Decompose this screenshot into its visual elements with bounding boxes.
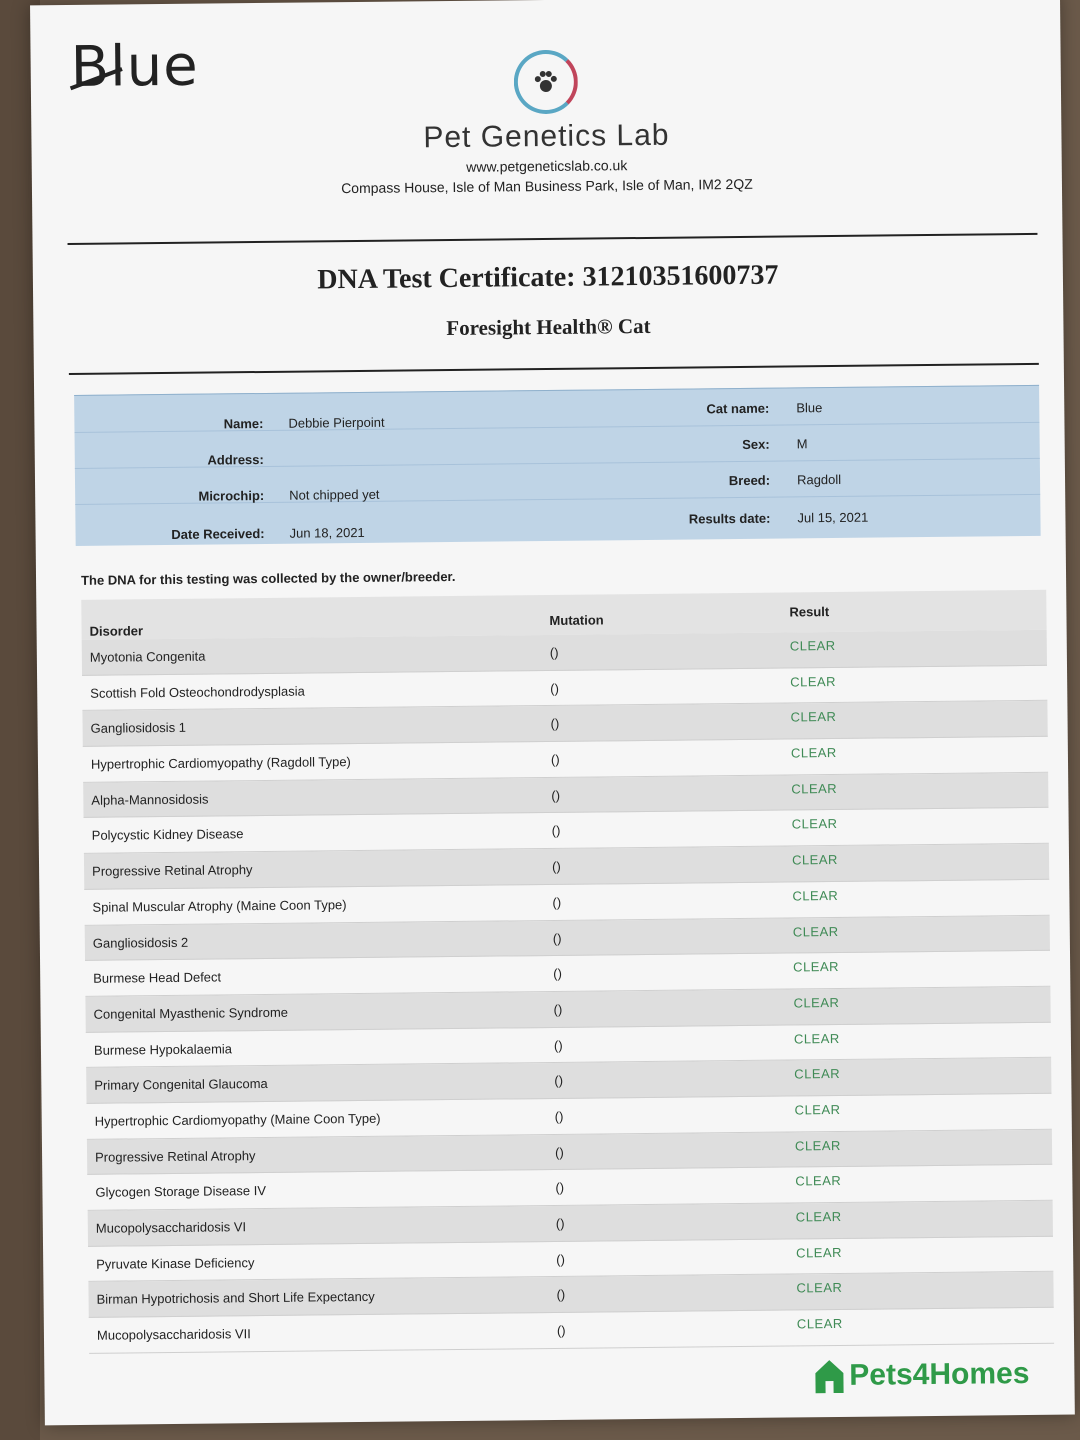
date-received: Jun 18, 2021 bbox=[289, 524, 365, 541]
result-cell: CLEAR bbox=[794, 1101, 841, 1118]
result-cell: CLEAR bbox=[796, 1244, 843, 1261]
certificate-sheet bbox=[30, 0, 1075, 1425]
disorder-cell: Pyruvate Kinase Deficiency bbox=[96, 1254, 255, 1272]
disorder-cell: Spinal Muscular Atrophy (Maine Coon Type) bbox=[92, 896, 347, 915]
disorder-cell: Burmese Head Defect bbox=[93, 969, 222, 986]
mutation-cell: () bbox=[550, 680, 559, 696]
owner-info-box bbox=[74, 385, 1041, 546]
mutation-cell: () bbox=[556, 1322, 566, 1339]
mutation-cell: () bbox=[554, 1108, 564, 1124]
handwritten-note: Blue bbox=[70, 33, 199, 100]
result-cell: CLEAR bbox=[794, 1066, 841, 1082]
mutation-cell: () bbox=[553, 966, 562, 982]
house-logo-icon bbox=[813, 1357, 845, 1395]
result-cell: CLEAR bbox=[791, 852, 838, 868]
result-header: Result bbox=[789, 604, 830, 620]
results-date-label: Results date: bbox=[688, 510, 771, 527]
disorder-cell: Primary Congenital Glaucoma bbox=[94, 1076, 268, 1094]
mutation-cell: () bbox=[555, 1180, 565, 1196]
dna-collection-note: The DNA for this testing was collected by the owner/breeder. bbox=[80, 568, 456, 588]
lab-header bbox=[31, 45, 1062, 200]
result-cell: CLEAR bbox=[790, 745, 837, 761]
disorder-cell: Hypertrophic Cardiomyopathy (Maine Coon Type) bbox=[94, 1110, 381, 1129]
result-cell: CLEAR bbox=[791, 816, 838, 832]
result-cell: CLEAR bbox=[790, 709, 837, 725]
name-label: Name: bbox=[223, 415, 264, 432]
results-date: Jul 15, 2021 bbox=[797, 509, 869, 526]
paw-logo-icon bbox=[514, 50, 579, 115]
disorder-cell: Gangliosidosis 2 bbox=[92, 934, 189, 951]
cat-sex: M bbox=[796, 436, 808, 452]
divider-middle bbox=[69, 363, 1039, 375]
disorder-header: Disorder bbox=[89, 623, 144, 639]
mutation-cell: () bbox=[554, 1073, 564, 1089]
result-cell: CLEAR bbox=[796, 1280, 843, 1296]
disorder-cell: Hypertrophic Cardiomyopathy (Ragdoll Type) bbox=[90, 754, 351, 772]
disorder-cell: Polycystic Kidney Disease bbox=[91, 826, 244, 844]
divider-top bbox=[68, 233, 1038, 245]
date-received-label: Date Received: bbox=[171, 525, 265, 542]
certificate-title: DNA Test Certificate: 31210351600737 bbox=[317, 259, 779, 296]
lab-name: Pet Genetics Lab bbox=[423, 118, 670, 155]
mutation-header: Mutation bbox=[549, 612, 604, 628]
mutation-cell: () bbox=[551, 823, 561, 839]
mutation-cell: () bbox=[556, 1287, 566, 1303]
result-cell: CLEAR bbox=[792, 923, 839, 939]
result-cell: CLEAR bbox=[792, 887, 839, 904]
owner-name: Debbie Pierpoint bbox=[288, 414, 385, 431]
microchip-value: Not chipped yet bbox=[289, 486, 380, 503]
disorder-cell: Alpha-Mannosidosis bbox=[91, 791, 209, 808]
result-cell: CLEAR bbox=[793, 994, 840, 1011]
mutation-cell: () bbox=[553, 1001, 563, 1017]
disorder-cell: Birman Hypotrichosis and Short Life Expectancy bbox=[96, 1289, 375, 1308]
mutation-cell: () bbox=[550, 716, 560, 732]
certificate-subtitle: Foresight Health® Cat bbox=[446, 313, 651, 341]
disorder-cell: Myotonia Congenita bbox=[89, 648, 206, 665]
result-cell: CLEAR bbox=[795, 1208, 842, 1225]
disorder-cell: Mucopolysaccharidosis VII bbox=[96, 1326, 251, 1343]
result-cell: CLEAR bbox=[790, 673, 837, 690]
mutation-cell: () bbox=[553, 1037, 563, 1053]
disorder-cell: Gangliosidosis 1 bbox=[90, 720, 187, 737]
disorder-cell: Progressive Retinal Atrophy bbox=[92, 862, 253, 879]
mutation-cell: () bbox=[552, 930, 562, 946]
mutation-cell: () bbox=[552, 894, 562, 910]
result-cell: CLEAR bbox=[793, 959, 840, 975]
mutation-cell: () bbox=[555, 1215, 565, 1231]
mutation-cell: () bbox=[549, 644, 559, 660]
breed-label: Breed: bbox=[728, 472, 771, 489]
cat-breed: Ragdoll bbox=[796, 471, 842, 488]
result-cell: CLEAR bbox=[789, 637, 836, 654]
mutation-cell: () bbox=[556, 1251, 565, 1267]
result-cell: CLEAR bbox=[793, 1030, 840, 1047]
address-label: Address: bbox=[207, 451, 264, 468]
disorder-cell: Glycogen Storage Disease IV bbox=[95, 1183, 267, 1201]
disorder-cell: Progressive Retinal Atrophy bbox=[95, 1147, 256, 1165]
mutation-cell: () bbox=[550, 751, 560, 768]
results-body bbox=[82, 630, 1054, 1354]
microchip-label: Microchip: bbox=[198, 487, 265, 504]
disorder-cell: Mucopolysaccharidosis VI bbox=[95, 1219, 247, 1236]
pets4homes-watermark bbox=[813, 1355, 1029, 1395]
result-cell: CLEAR bbox=[796, 1316, 843, 1332]
cat-name-label: Cat name: bbox=[706, 400, 770, 417]
mutation-cell: () bbox=[551, 787, 561, 803]
disorder-cell: Congenital Myasthenic Syndrome bbox=[93, 1004, 289, 1022]
sex-label: Sex: bbox=[742, 436, 770, 452]
result-cell: CLEAR bbox=[791, 780, 838, 797]
result-cell: CLEAR bbox=[794, 1137, 841, 1154]
result-cell: CLEAR bbox=[795, 1173, 842, 1189]
disorder-cell: Burmese Hypokalaemia bbox=[93, 1040, 233, 1058]
lab-address: Compass House, Isle of Man Business Park, Isle of Man, IM2 2QZ bbox=[341, 175, 753, 197]
results-table bbox=[81, 590, 1054, 1354]
disorder-cell: Scottish Fold Osteochondrodysplasia bbox=[90, 683, 305, 701]
mutation-cell: () bbox=[554, 1144, 564, 1160]
mutation-cell: () bbox=[551, 859, 561, 875]
cat-name: Blue bbox=[796, 400, 823, 416]
lab-website[interactable]: www.petgeneticslab.co.uk bbox=[466, 157, 628, 175]
watermark-text: Pets4Homes bbox=[849, 1357, 1030, 1392]
